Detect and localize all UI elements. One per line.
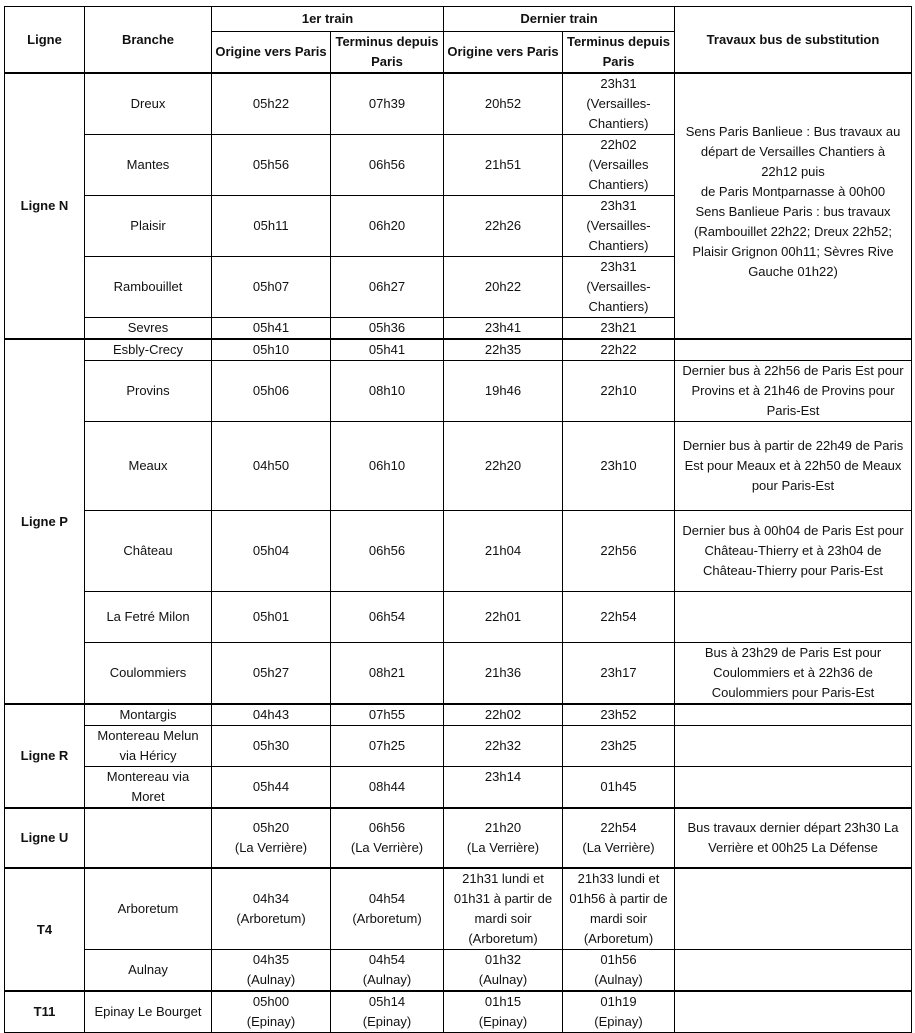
origine-first-cell: 05h06 <box>212 361 331 422</box>
ligne-cell: Ligne U <box>5 808 85 868</box>
terminus-first-cell: 04h54 (Aulnay) <box>331 950 444 992</box>
table-row <box>5 339 912 361</box>
origine-last-cell: 22h01 <box>444 592 563 643</box>
origine-last-cell: 21h20 (La Verrière) <box>444 808 563 868</box>
branche-cell: Aulnay <box>85 950 212 992</box>
header-origine: Origine vers Paris <box>444 32 563 74</box>
bus-cell: Bus à 23h29 de Paris Est pour Coulommiers et à 22h36 de Coulommiers pour Paris-Est <box>675 643 912 705</box>
header-travaux: Travaux bus de substitution <box>675 7 912 74</box>
terminus-last-cell: 23h17 <box>563 643 675 705</box>
terminus-last-cell: 01h56 (Aulnay) <box>563 950 675 992</box>
terminus-first-cell: 05h36 <box>331 318 444 340</box>
branche-cell: Sevres <box>85 318 212 340</box>
origine-first-cell: 04h43 <box>212 704 331 726</box>
origine-first-cell: 05h20 (La Verrière) <box>212 808 331 868</box>
branche-cell: Arboretum <box>85 868 212 950</box>
terminus-last-cell: 23h31 (Versailles- Chantiers) <box>563 196 675 257</box>
terminus-last-cell: 22h54 <box>563 592 675 643</box>
branche-cell: Rambouillet <box>85 257 212 318</box>
terminus-last-cell: 23h31 (Versailles- Chantiers) <box>563 257 675 318</box>
ligne-cell: T11 <box>5 991 85 1033</box>
terminus-last-cell: 23h25 <box>563 726 675 767</box>
header-dernier-train: Dernier train <box>444 7 675 32</box>
origine-last-cell: 23h41 <box>444 318 563 340</box>
origine-first-cell: 05h10 <box>212 339 331 361</box>
terminus-last-cell: 22h22 <box>563 339 675 361</box>
origine-last-cell: 22h20 <box>444 422 563 511</box>
table-row <box>5 704 912 726</box>
terminus-first-cell: 07h25 <box>331 726 444 767</box>
branche-cell: Provins <box>85 361 212 422</box>
branche-cell: Epinay Le Bourget <box>85 991 212 1033</box>
origine-first-cell: 05h56 <box>212 135 331 196</box>
origine-first-cell: 05h01 <box>212 592 331 643</box>
branche-cell: Château <box>85 511 212 592</box>
terminus-first-cell: 04h54 (Arboretum) <box>331 868 444 950</box>
terminus-last-cell: 23h52 <box>563 704 675 726</box>
origine-last-cell: 21h36 <box>444 643 563 705</box>
branche-cell: Mantes <box>85 135 212 196</box>
bus-cell: Bus travaux dernier départ 23h30 La Verrière et 00h25 La Défense <box>675 808 912 868</box>
table-row <box>5 808 912 868</box>
table-row <box>5 511 912 592</box>
ligne-cell: Ligne P <box>5 339 85 704</box>
terminus-first-cell: 08h21 <box>331 643 444 705</box>
bus-cell: Dernier bus à partir de 22h49 de Paris Est pour Meaux et à 22h50 de Meaux pour Paris-Est <box>675 422 912 511</box>
terminus-first-cell: 07h39 <box>331 73 444 135</box>
table-row <box>5 422 912 511</box>
table-row <box>5 868 912 950</box>
table-row <box>5 950 912 992</box>
terminus-first-cell: 06h56 <box>331 511 444 592</box>
origine-last-cell: 19h46 <box>444 361 563 422</box>
origine-last-cell: 22h26 <box>444 196 563 257</box>
header-terminus: Terminus depuis Paris <box>331 32 444 74</box>
ligne-cell: Ligne R <box>5 704 85 808</box>
terminus-last-cell: 22h10 <box>563 361 675 422</box>
header-premier-train: 1er train <box>212 7 444 32</box>
table-row <box>5 592 912 643</box>
ligne-cell: Ligne N <box>5 73 85 339</box>
origine-first-cell: 05h11 <box>212 196 331 257</box>
branche-cell: Montereau Melun via Héricy <box>85 726 212 767</box>
terminus-first-cell: 06h56 (La Verrière) <box>331 808 444 868</box>
terminus-last-cell: 01h19 (Epinay) <box>563 991 675 1033</box>
branche-cell: Meaux <box>85 422 212 511</box>
origine-first-cell: 05h27 <box>212 643 331 705</box>
bus-cell: Sens Paris Banlieue : Bus travaux au départ de Versailles Chantiers à 22h12 puis de Paris Montparnasse à 00h00 Sens Banlieue Paris : bus travaux (Rambouillet 22h22; Dreux 22h52; Plaisir Grignon 00h11; Sèvres Rive Gauche 01h22) <box>675 73 912 339</box>
table-row <box>5 767 912 809</box>
bus-cell <box>675 726 912 767</box>
terminus-last-cell: 23h31 (Versailles- Chantiers) <box>563 73 675 135</box>
bus-cell: Dernier bus à 00h04 de Paris Est pour Château-Thierry et à 23h04 de Château-Thierry pour Paris-Est <box>675 511 912 592</box>
ligne-cell: T4 <box>5 868 85 991</box>
table-row <box>5 361 912 422</box>
bus-cell <box>675 950 912 992</box>
origine-first-cell: 05h22 <box>212 73 331 135</box>
terminus-last-cell: 22h02 (Versailles Chantiers) <box>563 135 675 196</box>
origine-last-cell: 01h15 (Epinay) <box>444 991 563 1033</box>
origine-last-cell: 23h14 <box>444 767 563 809</box>
origine-first-cell: 05h07 <box>212 257 331 318</box>
origine-last-cell: 22h32 <box>444 726 563 767</box>
bus-cell <box>675 592 912 643</box>
bus-cell <box>675 767 912 809</box>
origine-first-cell: 05h00 (Epinay) <box>212 991 331 1033</box>
terminus-last-cell: 21h33 lundi et 01h56 à partir de mardi soir (Arboretum) <box>563 868 675 950</box>
origine-first-cell: 04h50 <box>212 422 331 511</box>
bus-cell <box>675 868 912 950</box>
header-terminus: Terminus depuis Paris <box>563 32 675 74</box>
terminus-first-cell: 06h56 <box>331 135 444 196</box>
terminus-first-cell: 06h10 <box>331 422 444 511</box>
table-row <box>5 73 912 135</box>
header-ligne: Ligne <box>5 7 85 74</box>
terminus-first-cell: 07h55 <box>331 704 444 726</box>
origine-last-cell: 20h22 <box>444 257 563 318</box>
terminus-first-cell: 08h44 <box>331 767 444 809</box>
table-row <box>5 643 912 705</box>
branche-cell: Montargis <box>85 704 212 726</box>
branche-cell: Coulommiers <box>85 643 212 705</box>
header-origine: Origine vers Paris <box>212 32 331 74</box>
branche-cell: Esbly-Crecy <box>85 339 212 361</box>
terminus-last-cell: 22h56 <box>563 511 675 592</box>
bus-cell <box>675 704 912 726</box>
bus-cell <box>675 339 912 361</box>
origine-first-cell: 05h44 <box>212 767 331 809</box>
terminus-last-cell: 22h54 (La Verrière) <box>563 808 675 868</box>
origine-first-cell: 05h30 <box>212 726 331 767</box>
origine-first-cell: 04h35 (Aulnay) <box>212 950 331 992</box>
terminus-first-cell: 06h27 <box>331 257 444 318</box>
terminus-first-cell: 06h54 <box>331 592 444 643</box>
origine-last-cell: 21h04 <box>444 511 563 592</box>
table-row <box>5 991 912 1033</box>
bus-cell: Dernier bus à 22h56 de Paris Est pour Provins et à 21h46 de Provins pour Paris-Est <box>675 361 912 422</box>
terminus-first-cell: 06h20 <box>331 196 444 257</box>
origine-last-cell: 21h31 lundi et 01h31 à partir de mardi soir (Arboretum) <box>444 868 563 950</box>
schedule-table <box>4 6 912 1033</box>
terminus-last-cell: 23h10 <box>563 422 675 511</box>
header-branche: Branche <box>85 7 212 74</box>
terminus-first-cell: 05h41 <box>331 339 444 361</box>
branche-cell: La Fetré Milon <box>85 592 212 643</box>
origine-last-cell: 22h02 <box>444 704 563 726</box>
origine-first-cell: 04h34 (Arboretum) <box>212 868 331 950</box>
origine-first-cell: 05h41 <box>212 318 331 340</box>
terminus-last-cell: 01h45 <box>563 767 675 809</box>
branche-cell: Dreux <box>85 73 212 135</box>
terminus-first-cell: 05h14 (Epinay) <box>331 991 444 1033</box>
terminus-last-cell: 23h21 <box>563 318 675 340</box>
bus-cell <box>675 991 912 1033</box>
table-row <box>5 726 912 767</box>
origine-last-cell: 21h51 <box>444 135 563 196</box>
origine-first-cell: 05h04 <box>212 511 331 592</box>
branche-cell <box>85 808 212 868</box>
branche-cell: Montereau via Moret <box>85 767 212 809</box>
origine-last-cell: 01h32 (Aulnay) <box>444 950 563 992</box>
terminus-first-cell: 08h10 <box>331 361 444 422</box>
branche-cell: Plaisir <box>85 196 212 257</box>
origine-last-cell: 22h35 <box>444 339 563 361</box>
origine-last-cell: 20h52 <box>444 73 563 135</box>
